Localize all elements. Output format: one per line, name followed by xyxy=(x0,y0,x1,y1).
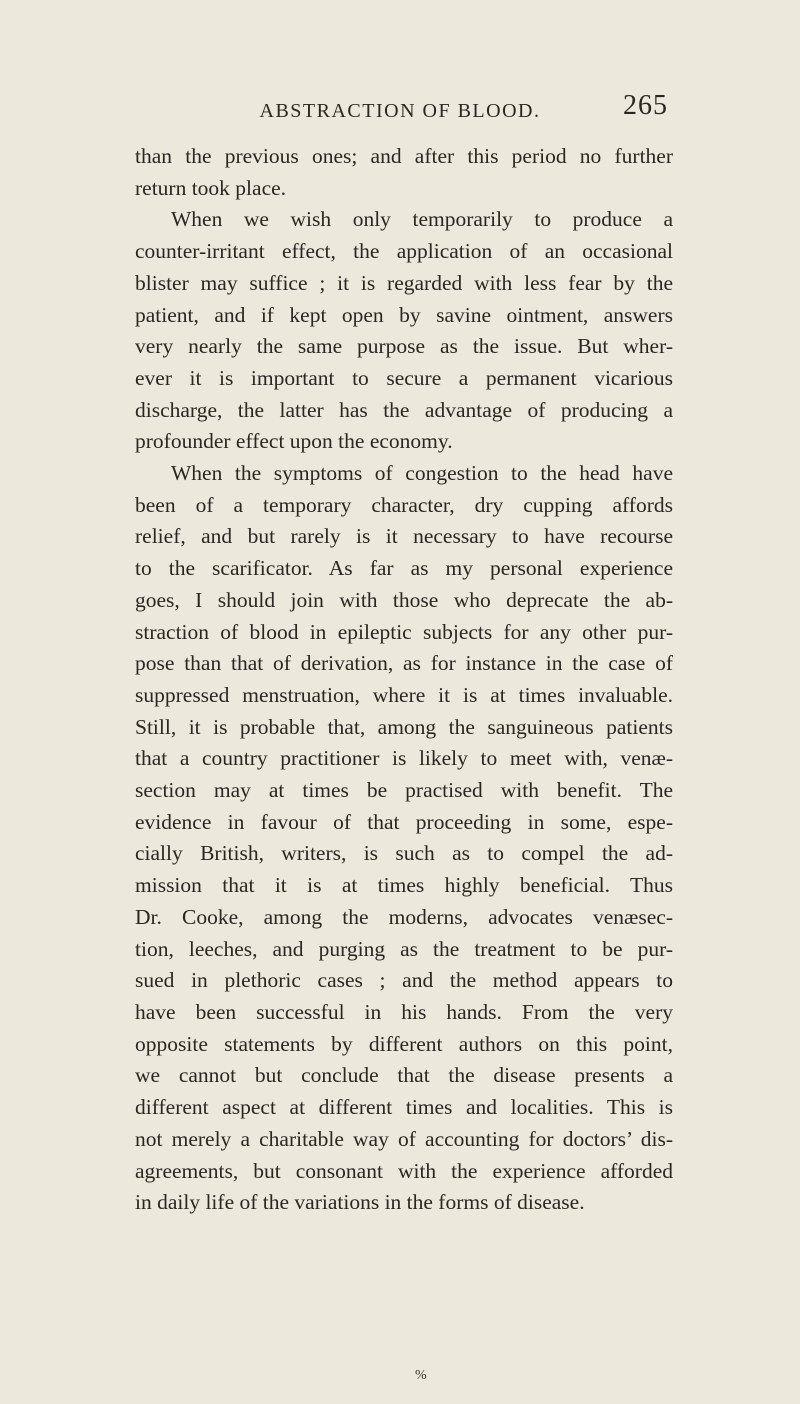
text-line: sued in plethoric cases ; and the method appears to xyxy=(135,968,673,993)
text-line: different aspect at different times and localities. This is xyxy=(135,1095,673,1120)
text-line: ever it is important to secure a permanent vicarious xyxy=(135,365,673,390)
text-line: cially British, writers, is such as to compel the ad- xyxy=(135,841,673,866)
text-line: relief, and but rarely is it necessary to have recourse xyxy=(135,524,673,549)
text-line: When we wish only temporarily to produce a xyxy=(171,207,673,232)
text-line: agreements, but consonant with the experience afforded xyxy=(135,1158,673,1183)
text-line: have been successful in his hands. From the very xyxy=(135,999,673,1024)
text-line: very nearly the same purpose as the issue. But wher- xyxy=(135,334,673,359)
text-line: straction of blood in epileptic subjects for any other pur- xyxy=(135,619,673,644)
text-line: opposite statements by different authors on this point, xyxy=(135,1031,673,1056)
running-head: ABSTRACTION OF BLOOD. xyxy=(259,100,541,122)
text-line: that a country practitioner is likely to meet with, venæ- xyxy=(135,746,673,771)
footer-mark: % xyxy=(415,1368,427,1383)
body-text xyxy=(135,141,673,1219)
text-line: Dr. Cooke, among the moderns, advocates venæsec- xyxy=(135,904,673,929)
text-line: return took place. xyxy=(135,175,287,200)
text-line: Still, it is probable that, among the sanguineous patients xyxy=(135,714,673,739)
text-line: blister may suffice ; it is regarded with less fear by the xyxy=(135,270,673,295)
text-line: pose than that of derivation, as for instance in the case of xyxy=(135,651,673,676)
text-line: section may at times be practised with benefit. The xyxy=(135,778,673,803)
text-line: evidence in favour of that proceeding in some, espe- xyxy=(135,809,673,834)
text-line: than the previous ones; and after this period no further xyxy=(135,144,673,168)
text-line: in daily life of the variations in the forms of disease. xyxy=(135,1190,585,1215)
text-line: patient, and if kept open by savine ointment, answers xyxy=(135,302,673,327)
text-line: tion, leeches, and purging as the treatment to be pur- xyxy=(135,936,673,961)
text-line: we cannot but conclude that the disease presents a xyxy=(135,1063,673,1088)
page-number: 265 xyxy=(623,90,668,121)
text-line: discharge, the latter has the advantage of producing a xyxy=(135,397,673,422)
text-line: been of a temporary character, dry cupping affords xyxy=(135,492,673,517)
text-line: mission that it is at times highly beneficial. Thus xyxy=(135,873,673,898)
text-line: goes, I should join with those who deprecate the ab- xyxy=(135,587,673,612)
text-line: profounder effect upon the economy. xyxy=(135,429,453,454)
text-line: not merely a charitable way of accounting for doctors’ dis- xyxy=(135,1126,673,1151)
text-line: suppressed menstruation, where it is at times invaluable. xyxy=(135,682,673,707)
text-line: When the symptoms of congestion to the head have xyxy=(171,461,673,486)
text-line: counter-irritant effect, the application of an occasional xyxy=(135,239,673,264)
text-line: to the scarificator. As far as my personal experience xyxy=(135,556,673,581)
